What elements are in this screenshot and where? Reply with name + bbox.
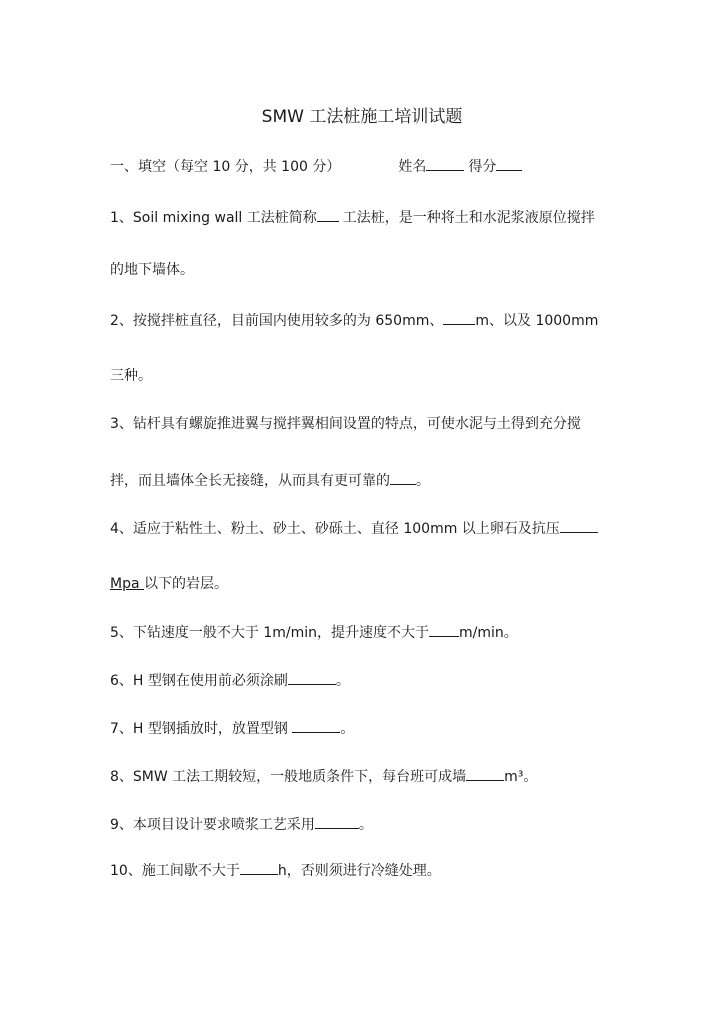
q4-unit: Mpa xyxy=(110,576,144,592)
question-1-line-1 xyxy=(110,207,595,228)
section-heading: 一、填空（每空 10 分，共 100 分） xyxy=(110,159,341,175)
q8-text-b: m³。 xyxy=(504,769,538,785)
question-4-line-1 xyxy=(110,518,598,539)
question-6 xyxy=(110,670,350,691)
page-title: SMW 工法桩施工培训试题 xyxy=(261,107,463,127)
q7-blank[interactable] xyxy=(292,718,340,733)
q3-blank[interactable] xyxy=(390,470,416,485)
q1-blank[interactable] xyxy=(317,207,339,222)
q5-text-a: 5、下钻速度一般不大于 1m/min，提升速度不大于 xyxy=(110,625,430,641)
q3-text-c: 。 xyxy=(416,473,430,489)
q9-text-a: 9、本项目设计要求喷浆工艺采用 xyxy=(110,817,315,833)
question-2-line-1 xyxy=(110,310,598,331)
question-4-line-2 xyxy=(110,574,228,594)
question-1-line-2 xyxy=(110,260,194,280)
q6-text-b: 。 xyxy=(335,673,350,689)
question-8 xyxy=(110,766,537,787)
q3-text-b: 拌，而且墙体全长无接缝，从而具有更可靠的 xyxy=(110,473,390,489)
question-2-line-2 xyxy=(110,366,152,386)
question-9 xyxy=(110,814,373,835)
q3-text-a: 3、钻杆具有螺旋推进翼与搅拌翼相间设置的特点，可使水泥与土得到充分搅 xyxy=(110,416,581,432)
q5-text-b: m/min。 xyxy=(459,625,518,641)
q5-blank[interactable] xyxy=(429,622,459,637)
q8-blank[interactable] xyxy=(466,766,504,781)
q4-text-a: 4、适应于粘性土、粉土、砂土、砂砾土、直径 100mm 以上卵石及抗压 xyxy=(110,521,560,537)
q10-text-b: h，否则须进行冷缝处理。 xyxy=(277,863,441,879)
q9-blank[interactable] xyxy=(315,814,359,829)
q2-text-a: 2、按搅拌桩直径，目前国内使用较多的为 650mm、 xyxy=(110,313,444,329)
score-blank[interactable] xyxy=(496,156,522,171)
q6-blank[interactable] xyxy=(288,670,336,685)
q7-text-a: 7、H 型钢插放时，放置型钢 xyxy=(110,721,293,737)
q10-blank[interactable] xyxy=(240,860,278,875)
q1-text-c: 的地下墙体。 xyxy=(110,262,194,278)
q4-blank[interactable] xyxy=(560,518,598,533)
q1-text-b: 工法桩，是一种将土和水泥浆液原位搅拌 xyxy=(342,210,595,226)
q10-text-a: 10、施工间歇不大于 xyxy=(110,863,240,879)
q7-text-b: 。 xyxy=(340,721,355,737)
q2-text-c: 三种。 xyxy=(110,368,152,384)
q2-blank[interactable] xyxy=(443,310,475,325)
q9-text-b: 。 xyxy=(358,817,373,833)
section-heading-row xyxy=(110,156,522,177)
question-10 xyxy=(110,860,441,881)
q6-text-a: 6、H 型钢在使用前必须涂刷 xyxy=(110,673,288,689)
score-label: 得分 xyxy=(468,159,497,175)
name-label: 姓名 xyxy=(398,159,427,175)
question-5 xyxy=(110,622,518,643)
question-3-line-2 xyxy=(110,470,430,491)
q4-text-b: 以下的岩层。 xyxy=(144,576,228,592)
q2-text-b: m、以及 1000mm xyxy=(475,313,599,329)
q1-text-a: 1、Soil mixing wall 工法桩简称 xyxy=(110,210,317,226)
name-blank[interactable] xyxy=(426,156,464,171)
q8-text-a: 8、SMW 工法工期较短，一般地质条件下，每台班可成墙 xyxy=(110,769,467,785)
question-7 xyxy=(110,718,354,739)
question-3-line-1 xyxy=(110,414,581,434)
